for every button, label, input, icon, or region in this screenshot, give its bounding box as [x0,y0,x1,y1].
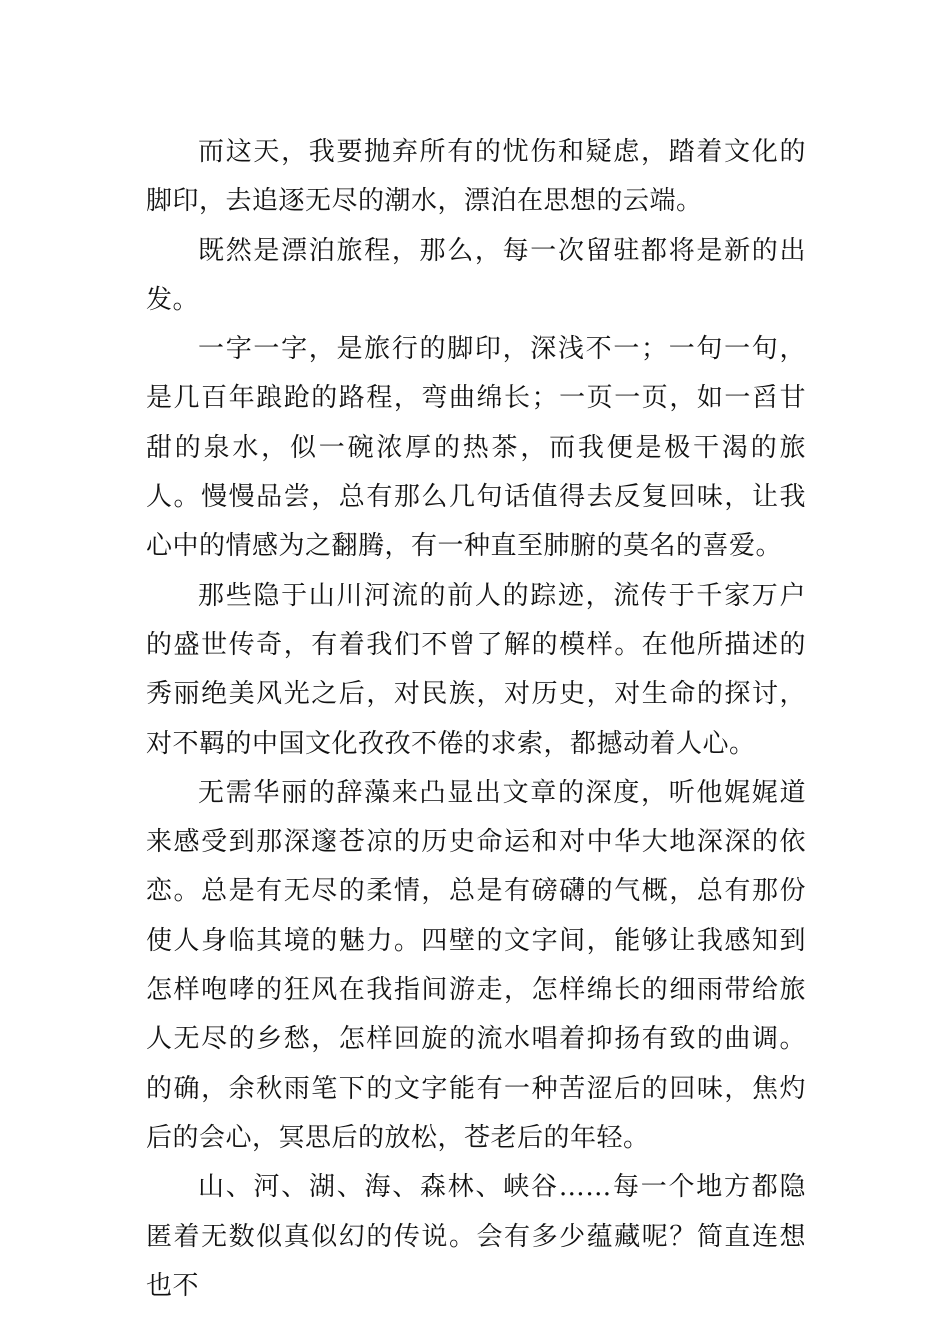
paragraph-4: 那些隐于山川河流的前人的踪迹，流传于千家万户的盛世传奇，有着我们不曾了解的模样。在他所描述的秀丽绝美风光之后，对民族，对历史，对生命的探讨，对不羁的中国文化孜孜不倦的求索，都撼动着人心。 [146,580,806,759]
paragraph-6: 山、河、湖、海、森林、峡谷……每一个地方都隐匿着无数似真似幻的传说。会有多少蕴藏呢？简直连想也不 [146,1172,806,1301]
paragraph-3: 一字一字，是旅行的脚印，深浅不一；一句一句，是几百年踉跄的路程，弯曲绵长；一页一页，如一舀甘甜的泉水，似一碗浓厚的热茶，而我便是极干渴的旅人。慢慢品尝，总有那么几句话值得去反复回味，让我心中的情感为之翻腾，有一种直至肺腑的莫名的喜爱。 [146,334,806,562]
paragraph-5: 无需华丽的辞藻来凸显出文章的深度，听他娓娓道来感受到那深邃苍凉的历史命运和对中华大地深深的依恋。总是有无尽的柔情，总是有磅礴的气概，总有那份使人身临其境的魅力。四壁的文字间，能够让我感知到怎样咆哮的狂风在我指间游走，怎样绵长的细雨带给旅人无尽的乡愁，怎样回旋的流水唱着抑扬有致的曲调。的确，余秋雨笔下的文字能有一种苦涩后的回味，焦灼后的会心，冥思后的放松，苍老后的年轻。 [146,777,806,1153]
document-body [146,128,806,1311]
paragraph-2: 既然是漂泊旅程，那么，每一次留驻都将是新的出发。 [146,235,806,315]
paragraph-1: 而这天，我要抛弃所有的忧伤和疑虑，踏着文化的脚印，去追逐无尽的潮水，漂泊在思想的云端。 [146,137,806,217]
